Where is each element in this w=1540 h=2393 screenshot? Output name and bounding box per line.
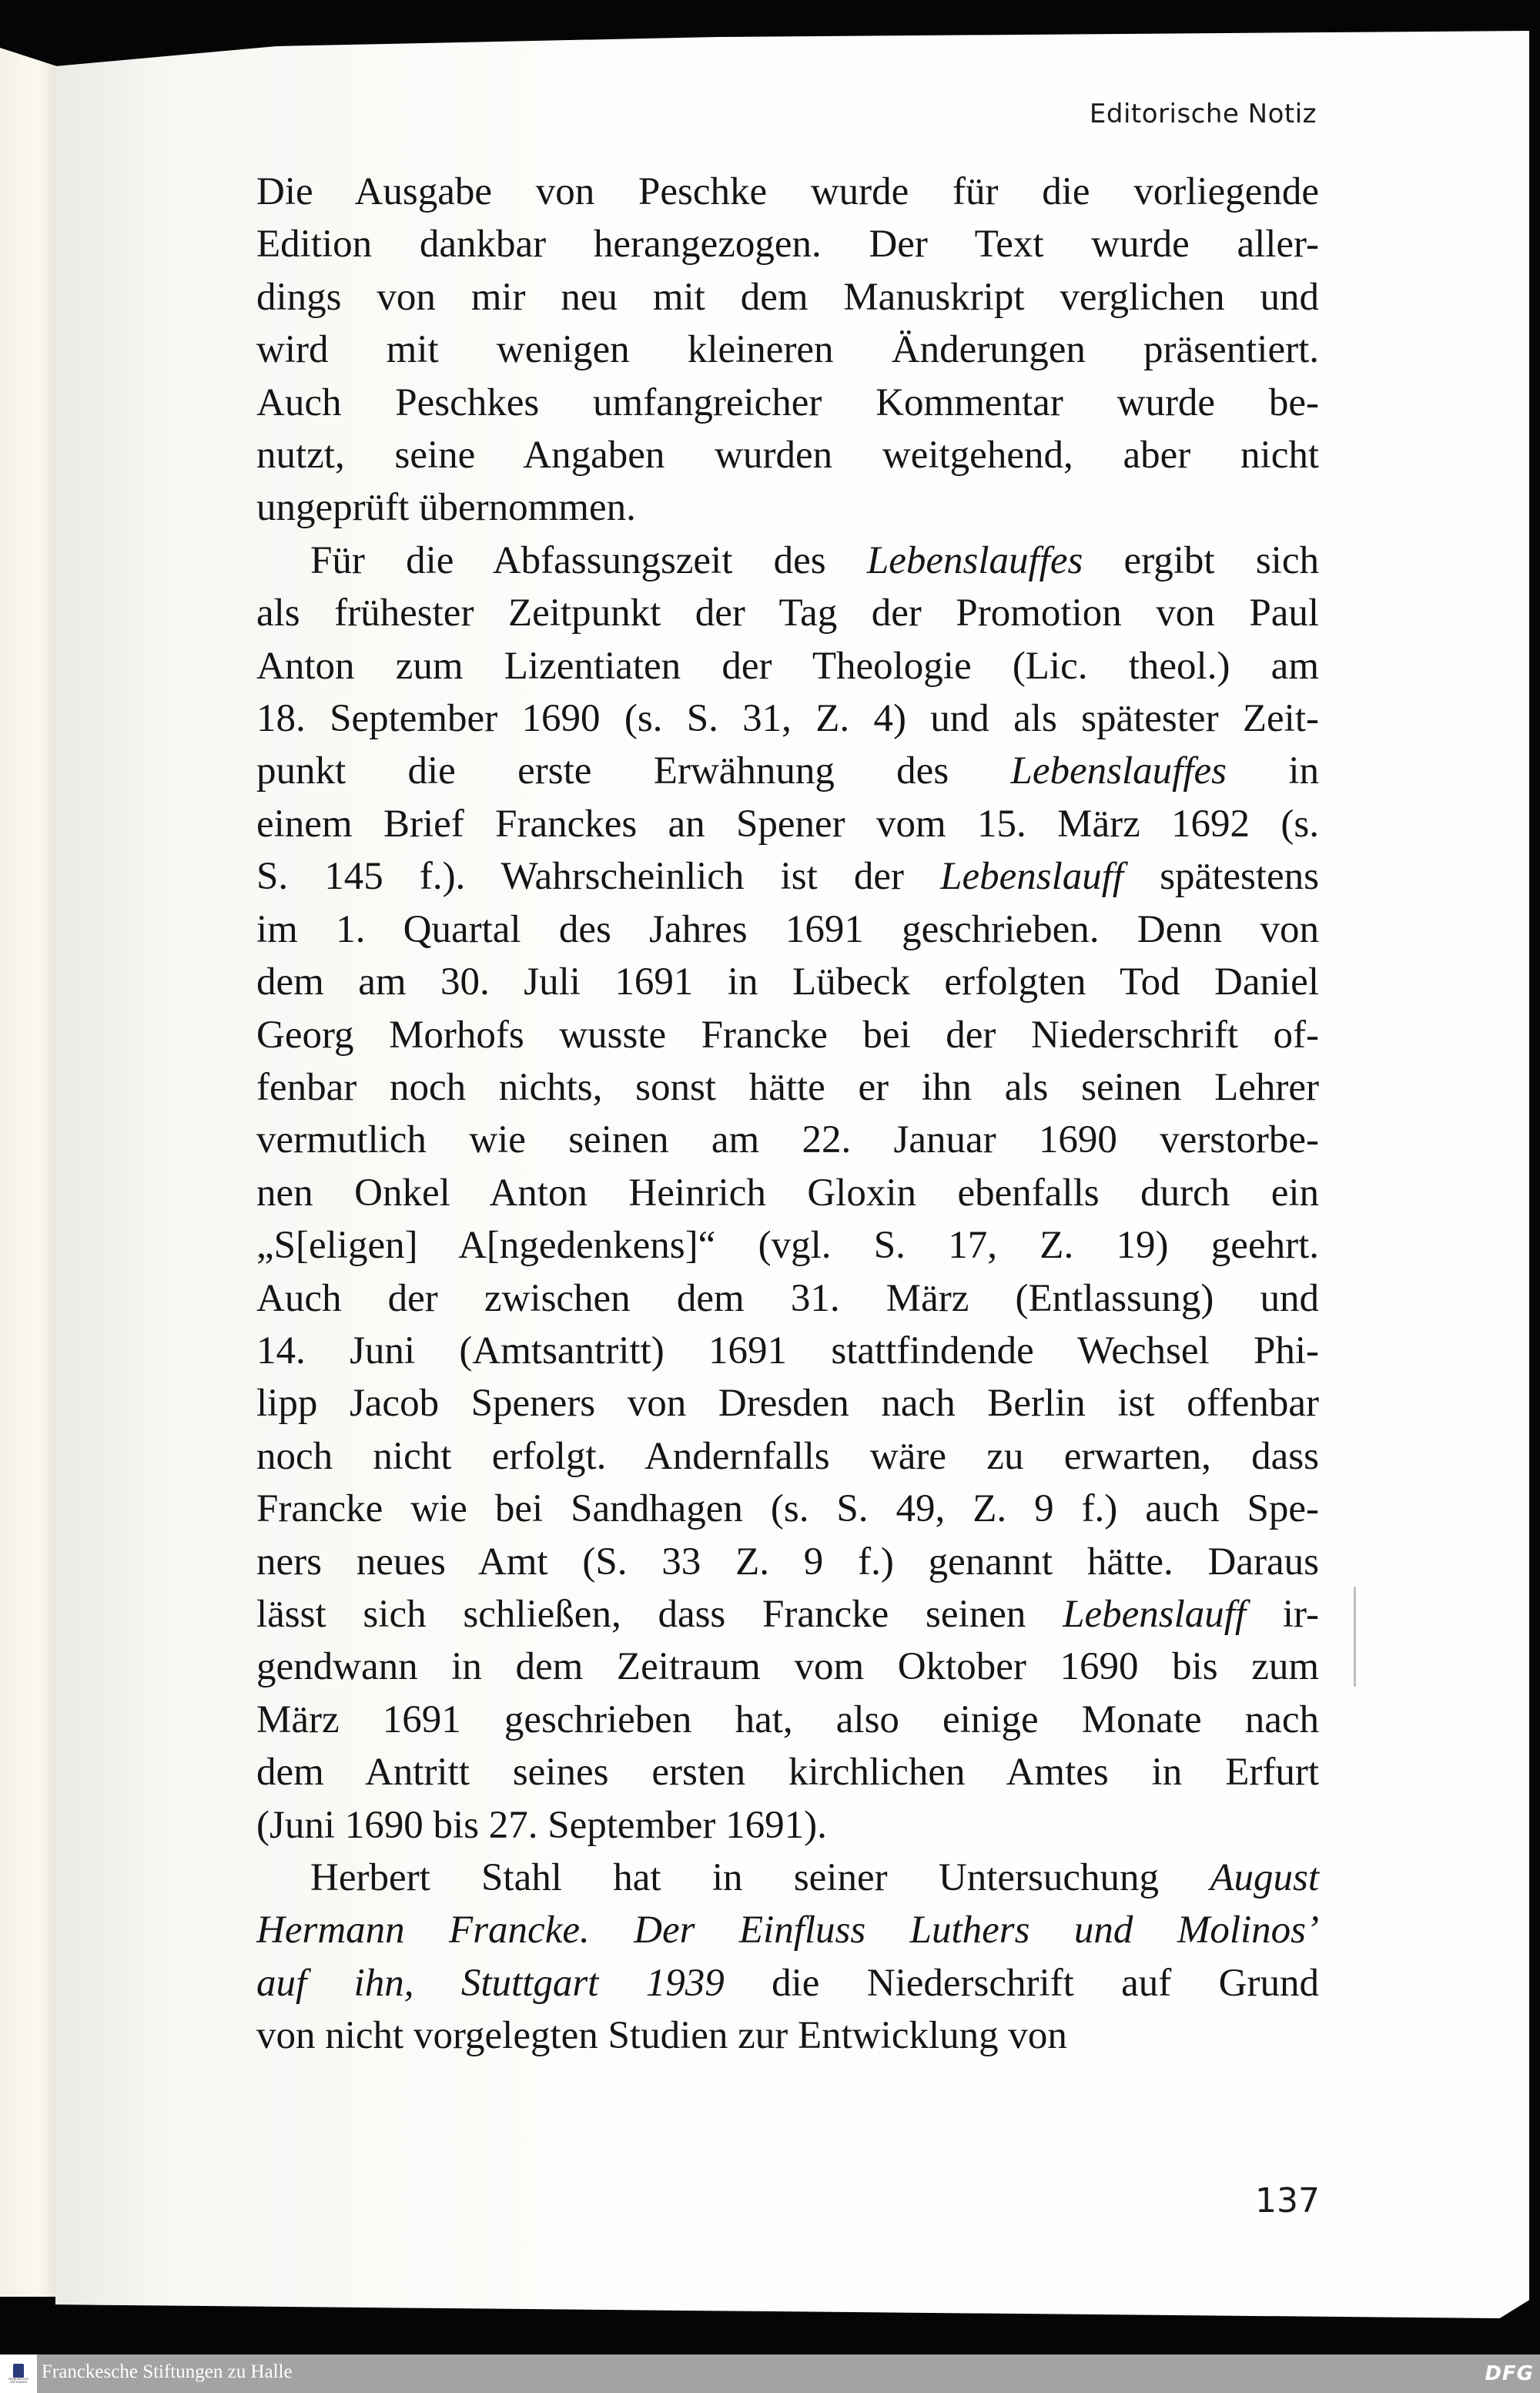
- text-line: [256, 1746, 1319, 1798]
- text-line: [256, 1061, 1319, 1114]
- text-line: [256, 1377, 1319, 1429]
- text-line: [256, 1325, 1319, 1377]
- text-segment: im 1. Quartal des Jahres 1691 geschrieben. Denn von: [256, 907, 1319, 951]
- text-line: [256, 1641, 1319, 1693]
- italic-title-segment: Hermann Francke. Der Einfluss Luthers und Molinos’: [256, 1909, 1319, 1952]
- italic-title-segment: Lebenslauff: [940, 855, 1124, 899]
- institution-name: Franckesche Stiftungen zu Halle: [42, 2361, 293, 2382]
- text-segment: (Juni 1690 bis 27. September 1691).: [256, 1803, 827, 1847]
- text-line: [256, 1694, 1319, 1746]
- text-line: [256, 1536, 1319, 1588]
- text-line: [256, 1114, 1319, 1166]
- text-segment: ir-: [1246, 1592, 1319, 1636]
- running-head: Editorische Notiz: [1089, 99, 1317, 129]
- left-page-edge: [0, 48, 57, 2297]
- text-segment: Francke wie bei Sandhagen (s. S. 49, Z. 9 f.) auch Spe-: [256, 1487, 1319, 1531]
- text-line: [256, 850, 1319, 903]
- body-text: [256, 166, 1319, 2063]
- text-segment: gendwann in dem Zeitraum vom Oktober 1690 bis zum: [256, 1645, 1319, 1689]
- text-segment: nen Onkel Anton Heinrich Gloxin ebenfalls durch ein: [256, 1171, 1319, 1215]
- italic-title-segment: August: [1210, 1856, 1319, 1899]
- text-line: [256, 1167, 1319, 1219]
- text-segment: wird mit wenigen kleineren Änderungen präsentiert.: [256, 328, 1319, 372]
- text-line: [256, 323, 1319, 376]
- text-line: [256, 1009, 1319, 1061]
- italic-title-segment: Lebenslauff: [1063, 1592, 1247, 1636]
- text-line: [256, 798, 1319, 850]
- text-line: [256, 271, 1319, 323]
- text-segment: einem Brief Franckes an Spener vom 15. März 1692 (s.: [256, 802, 1319, 846]
- text-line: [256, 481, 1319, 534]
- italic-title-segment: Lebenslauffes: [866, 538, 1083, 582]
- dfg-logo: DFG: [1485, 2362, 1534, 2385]
- text-line: [256, 587, 1319, 639]
- text-segment: ungeprüft übernommen.: [256, 486, 636, 530]
- text-line: [256, 166, 1319, 218]
- text-line: [256, 903, 1319, 956]
- text-segment: 18. September 1690 (s. S. 31, Z. 4) und als spätester Zeit-: [256, 697, 1319, 741]
- text-line: [256, 218, 1319, 270]
- text-segment: punkt die erste Erwähnung des: [256, 749, 1011, 793]
- text-segment: Für die Abfassungszeit des: [310, 538, 867, 582]
- viewer-footer-bar: [0, 2354, 1540, 2393]
- italic-title-segment: auf ihn, Stuttgart 1939: [256, 1961, 725, 2005]
- text-line: [256, 429, 1319, 481]
- logo-text: FRANCKESCHE STIFTUNGEN: [8, 2378, 28, 2384]
- text-line: [256, 1483, 1319, 1535]
- text-segment: Edition dankbar herangezogen. Der Text wurde aller-: [256, 223, 1319, 266]
- text-segment: dings von mir neu mit dem Manuskript verglichen und: [256, 275, 1319, 319]
- italic-title-segment: Lebenslauffes: [1010, 749, 1227, 793]
- text-line: [256, 1957, 1319, 2009]
- text-segment: vermutlich wie seinen am 22. Januar 1690 verstorbe-: [256, 1118, 1319, 1162]
- text-segment: Auch Peschkes umfangreicher Kommentar wurde be-: [256, 380, 1319, 424]
- text-segment: von nicht vorgelegten Studien zur Entwicklung von: [256, 2014, 1067, 2058]
- text-segment: dem am 30. Juli 1691 in Lübeck erfolgten Tod Daniel: [256, 960, 1319, 1004]
- text-line: [256, 745, 1319, 797]
- text-segment: noch nicht erfolgt. Andernfalls wäre zu erwarten, dass: [256, 1434, 1319, 1478]
- text-segment: 14. Juni (Amtsantritt) 1691 stattfindende Wechsel Phi-: [256, 1329, 1319, 1372]
- text-line: [256, 692, 1319, 745]
- text-segment: Anton zum Lizentiaten der Theologie (Lic. theol.) am: [256, 644, 1319, 688]
- margin-pencil-mark: [1354, 1587, 1356, 1687]
- text-line: [256, 956, 1319, 1008]
- text-line: [256, 1588, 1319, 1641]
- text-segment: lipp Jacob Speners von Dresden nach Berlin ist offenbar: [256, 1382, 1319, 1426]
- text-segment: in: [1227, 749, 1320, 793]
- text-segment: die Niederschrift auf Grund: [724, 1961, 1319, 2005]
- text-line: [256, 1272, 1319, 1325]
- text-line: [256, 2009, 1319, 2062]
- text-line: [256, 535, 1319, 587]
- text-line: [256, 1799, 1319, 1852]
- text-segment: spätestens: [1123, 855, 1319, 899]
- text-line: [256, 1852, 1319, 1904]
- text-line: [256, 1904, 1319, 1956]
- text-segment: Auch der zwischen dem 31. März (Entlassung) und: [256, 1276, 1319, 1320]
- text-segment: als frühester Zeitpunkt der Tag der Promotion von Paul: [256, 592, 1319, 635]
- text-segment: ners neues Amt (S. 33 Z. 9 f.) genannt hätte. Daraus: [256, 1540, 1319, 1584]
- text-line: [256, 1219, 1319, 1272]
- text-segment: lässt sich schließen, dass Francke seinen: [256, 1592, 1063, 1636]
- institution-logo: [0, 2354, 37, 2393]
- text-line: [256, 1430, 1319, 1483]
- page-number: 137: [1255, 2181, 1320, 2220]
- text-segment: Herbert Stahl hat in seiner Untersuchung: [310, 1856, 1210, 1899]
- text-line: [256, 377, 1319, 429]
- text-segment: Die Ausgabe von Peschke wurde für die vorliegende: [256, 170, 1319, 213]
- text-line: [256, 640, 1319, 692]
- text-segment: „S[eligen] A[ngedenkens]“ (vgl. S. 17, Z. 19) geehrt.: [256, 1224, 1319, 1268]
- logo-figure-icon: [13, 2364, 24, 2378]
- text-segment: März 1691 geschrieben hat, also einige Monate nach: [256, 1698, 1319, 1741]
- text-segment: nutzt, seine Angaben wurden weitgehend, aber nicht: [256, 434, 1319, 478]
- text-segment: ergibt sich: [1083, 538, 1319, 582]
- text-segment: dem Antritt seines ersten kirchlichen Amtes in Erfurt: [256, 1751, 1319, 1795]
- text-segment: fenbar noch nichts, sonst hätte er ihn als seinen Lehrer: [256, 1065, 1319, 1109]
- text-segment: S. 145 f.). Wahrscheinlich ist der: [256, 855, 941, 899]
- text-segment: Georg Morhofs wusste Francke bei der Niederschrift of-: [256, 1013, 1319, 1057]
